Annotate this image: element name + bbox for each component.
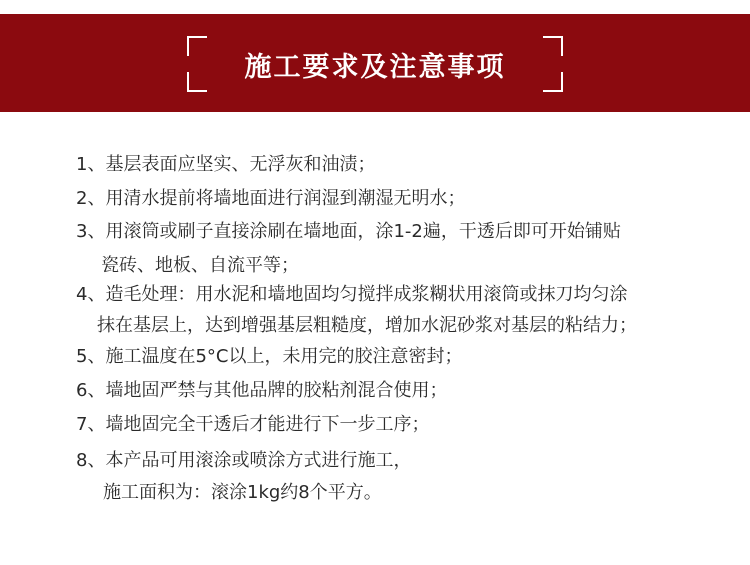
title-banner bbox=[0, 14, 750, 112]
list-item: 8、本产品可用滚涂或喷涂方式进行施工， bbox=[76, 450, 412, 471]
list-item: 5、施工温度在5°C以上，未用完的胶注意密封； bbox=[76, 346, 463, 367]
list-item: 3、用滚筒或刷子直接涂刷在墙地面，涂1-2遍，干透后即可开始铺贴 bbox=[76, 221, 621, 242]
title-frame bbox=[187, 36, 563, 92]
list-item: 7、墙地固完全干透后才能进行下一步工序； bbox=[76, 414, 430, 435]
list-item: 4、造毛处理：用水泥和墙地固均匀搅拌成浆糊状用滚筒或抹刀均匀涂 bbox=[76, 284, 628, 305]
list-item-continuation: 施工面积为：滚涂1kg约8个平方。 bbox=[103, 482, 382, 503]
list-item-continuation: 瓷砖、地板、自流平等； bbox=[101, 255, 299, 276]
list-item: 6、墙地固严禁与其他品牌的胶粘剂混合使用； bbox=[76, 380, 448, 401]
list-item: 1、基层表面应坚实、无浮灰和油渍； bbox=[76, 154, 376, 175]
page-title: 施工要求及注意事项 bbox=[244, 51, 506, 83]
list-item: 2、用清水提前将墙地面进行润湿到潮湿无明水； bbox=[76, 188, 466, 209]
list-item-continuation: 抹在基层上，达到增强基层粗糙度，增加水泥砂浆对基层的粘结力； bbox=[97, 315, 637, 336]
